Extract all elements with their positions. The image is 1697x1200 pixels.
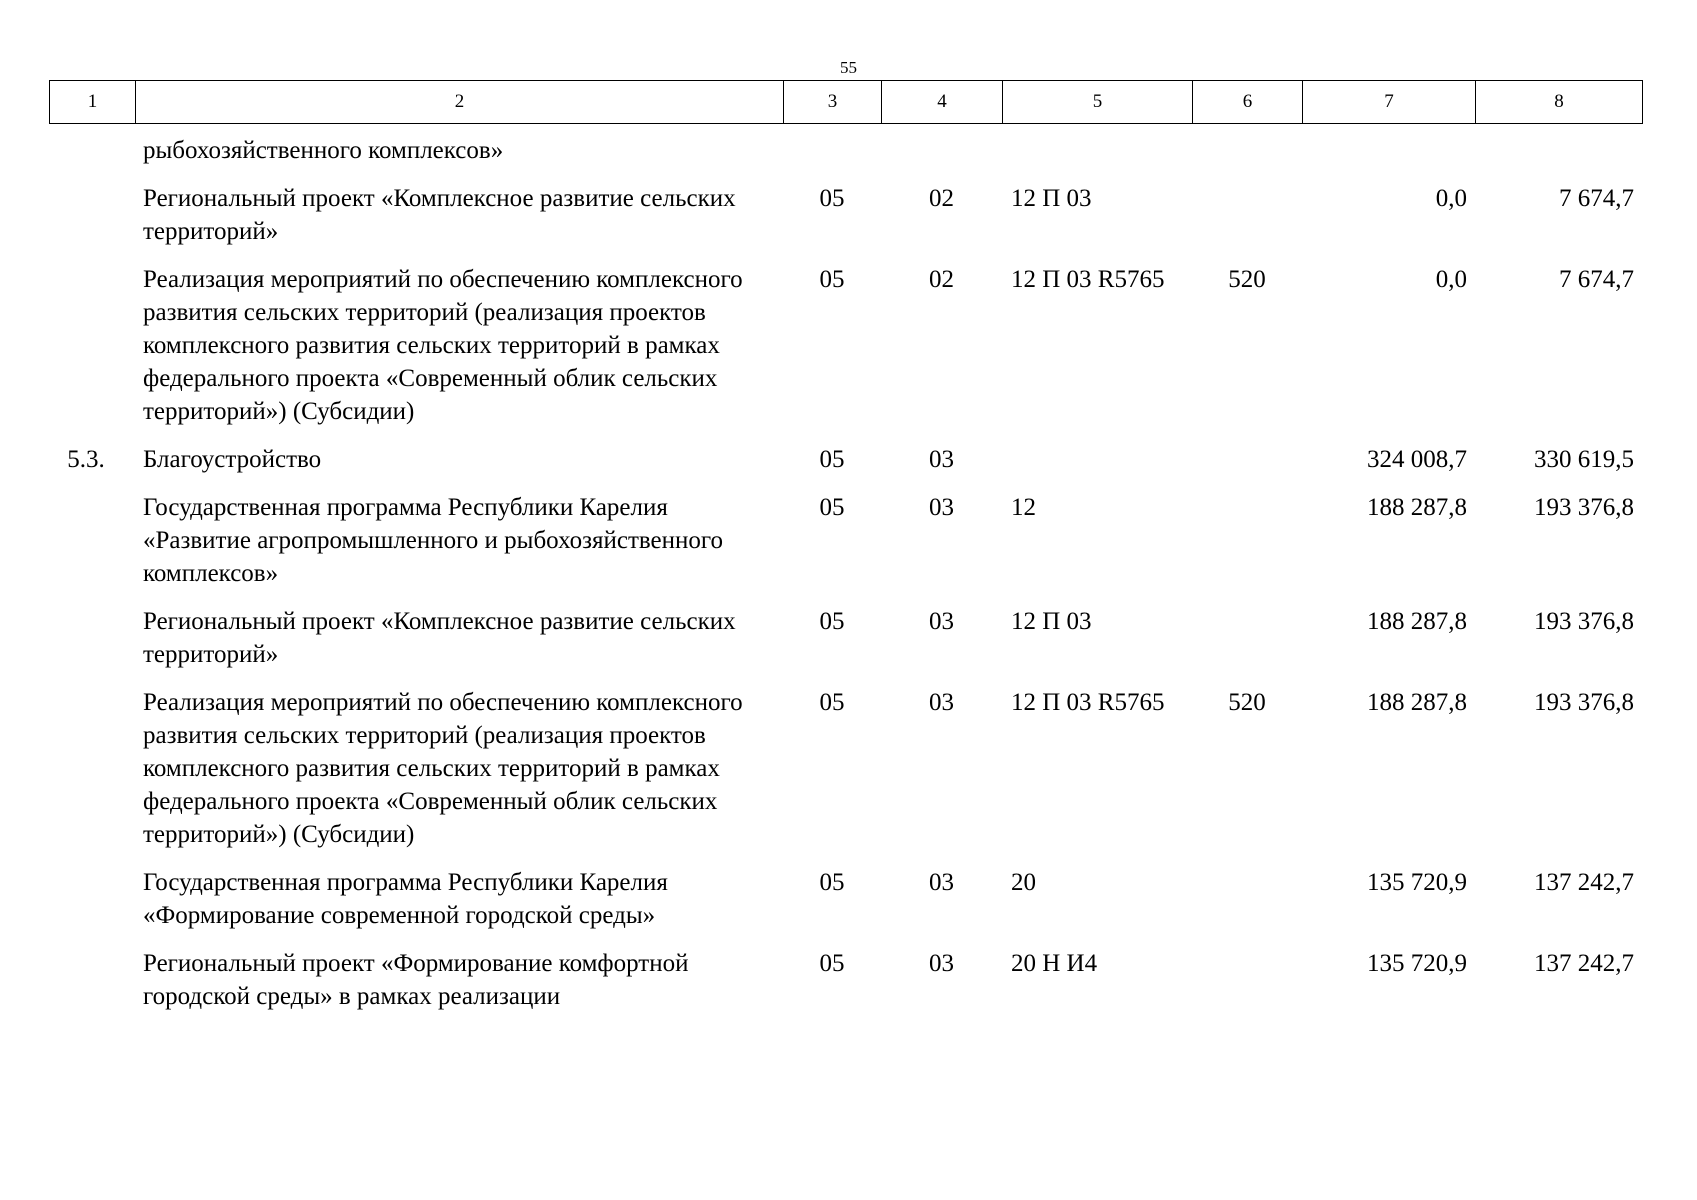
row-number: 5.3. (67, 446, 105, 473)
row-target-article (1002, 428, 1192, 476)
column-header-3: 3 (784, 81, 882, 124)
table-row (49, 851, 1642, 932)
row-name: Региональный проект «Комплексное развитие сельских территорий» (143, 185, 736, 245)
row-section-code: 05 (819, 446, 845, 473)
row-amount-col7: 188 287,8 (1367, 494, 1467, 521)
row-expense-type (1192, 590, 1302, 671)
page-number: 55 (840, 58, 857, 77)
row-subsection-code: 03 (929, 869, 954, 896)
row-section-code: 05 (819, 689, 845, 716)
row-target-article: 12 (1011, 494, 1036, 521)
row-expense-type: 520 (1228, 266, 1266, 293)
table-row (49, 590, 1642, 671)
row-expense-type (1192, 134, 1302, 167)
row-target-article: 20 Н И4 (1011, 950, 1098, 977)
row-number (49, 590, 135, 671)
column-header-row (49, 80, 1643, 124)
row-amount-col8: 193 376,8 (1534, 494, 1634, 521)
column-header-7: 7 (1303, 81, 1476, 124)
row-subsection-code: 02 (929, 266, 954, 293)
row-number (49, 476, 135, 590)
row-subsection-code: 03 (929, 446, 954, 473)
table-row (49, 671, 1642, 851)
row-expense-type: 520 (1228, 689, 1266, 716)
row-name: Реализация мероприятий по обеспечению комплексного развития сельских территорий (реализация проектов комплексного развития сельских территорий в рамках федерального проекта «Современный облик сельских территорий») (Субсидии) (143, 266, 743, 425)
row-amount-col7 (1302, 134, 1475, 167)
row-target-article: 12 П 03 (1011, 185, 1092, 212)
row-amount-col7: 188 287,8 (1367, 689, 1467, 716)
column-header-4: 4 (882, 81, 1003, 124)
row-expense-type (1192, 167, 1302, 248)
row-subsection-code: 02 (929, 185, 954, 212)
row-target-article: 20 (1011, 869, 1036, 896)
column-header-2: 2 (136, 81, 784, 124)
row-subsection-code: 03 (929, 950, 954, 977)
row-name: Государственная программа Республики Карелия «Формирование современной городской среды» (143, 869, 668, 929)
row-section-code: 05 (819, 494, 845, 521)
row-section-code: 05 (819, 950, 845, 977)
table-row (49, 932, 1642, 1013)
row-number (49, 248, 135, 428)
row-number (49, 671, 135, 851)
row-amount-col7: 324 008,7 (1367, 446, 1467, 473)
table-row (49, 476, 1642, 590)
row-amount-col7: 135 720,9 (1367, 950, 1467, 977)
row-subsection-code: 03 (929, 494, 954, 521)
column-header-5: 5 (1003, 81, 1193, 124)
row-target-article: 12 П 03 (1011, 608, 1092, 635)
row-name: Реализация мероприятий по обеспечению комплексного развития сельских территорий (реализация проектов комплексного развития сельских территорий в рамках федерального проекта «Современный облик сельских территорий») (Субсидии) (143, 689, 743, 848)
row-expense-type (1192, 428, 1302, 476)
row-number (49, 167, 135, 248)
row-subsection-code: 03 (929, 689, 954, 716)
row-section-code: 05 (819, 608, 845, 635)
row-section-code (783, 134, 881, 167)
row-amount-col8: 137 242,7 (1534, 950, 1634, 977)
row-number (49, 851, 135, 932)
row-section-code: 05 (819, 869, 845, 896)
row-expense-type (1192, 476, 1302, 590)
row-amount-col8: 193 376,8 (1534, 608, 1634, 635)
column-header-8: 8 (1476, 81, 1643, 124)
row-section-code: 05 (819, 266, 845, 293)
row-subsection-code (881, 134, 1002, 167)
table-row (49, 167, 1642, 248)
row-target-article: 12 П 03 R5765 (1011, 266, 1165, 293)
column-header-6: 6 (1193, 81, 1303, 124)
table-row (49, 248, 1642, 428)
row-amount-col7: 188 287,8 (1367, 608, 1467, 635)
row-name: Региональный проект «Комплексное развитие сельских территорий» (143, 608, 736, 668)
row-target-article (1002, 134, 1192, 167)
row-number (49, 932, 135, 1013)
row-target-article: 12 П 03 R5765 (1011, 689, 1165, 716)
row-name: Благоустройство (143, 446, 322, 473)
row-amount-col8: 330 619,5 (1534, 446, 1634, 473)
budget-table (49, 134, 1642, 1013)
row-amount-col8: 137 242,7 (1534, 869, 1634, 896)
table-body (49, 134, 1642, 1013)
row-name: Государственная программа Республики Карелия «Развитие агропромышленного и рыбохозяйственного комплексов» (143, 494, 724, 587)
row-amount-col8: 7 674,7 (1559, 266, 1634, 293)
row-number (49, 134, 135, 167)
row-expense-type (1192, 851, 1302, 932)
row-subsection-code: 03 (929, 608, 954, 635)
row-amount-col7: 135 720,9 (1367, 869, 1467, 896)
row-expense-type (1192, 932, 1302, 1013)
row-name: Региональный проект «Формирование комфортной городской среды» в рамках реализации (143, 950, 689, 1010)
row-name: рыбохозяйственного комплексов» (143, 137, 504, 164)
table-row (49, 428, 1642, 476)
table-row (49, 134, 1642, 167)
row-amount-col8: 193 376,8 (1534, 689, 1634, 716)
row-amount-col8: 7 674,7 (1559, 185, 1634, 212)
column-header-1: 1 (50, 81, 136, 124)
row-amount-col7: 0,0 (1435, 185, 1467, 212)
row-amount-col7: 0,0 (1435, 266, 1467, 293)
row-section-code: 05 (819, 185, 845, 212)
row-amount-col8 (1475, 134, 1642, 167)
